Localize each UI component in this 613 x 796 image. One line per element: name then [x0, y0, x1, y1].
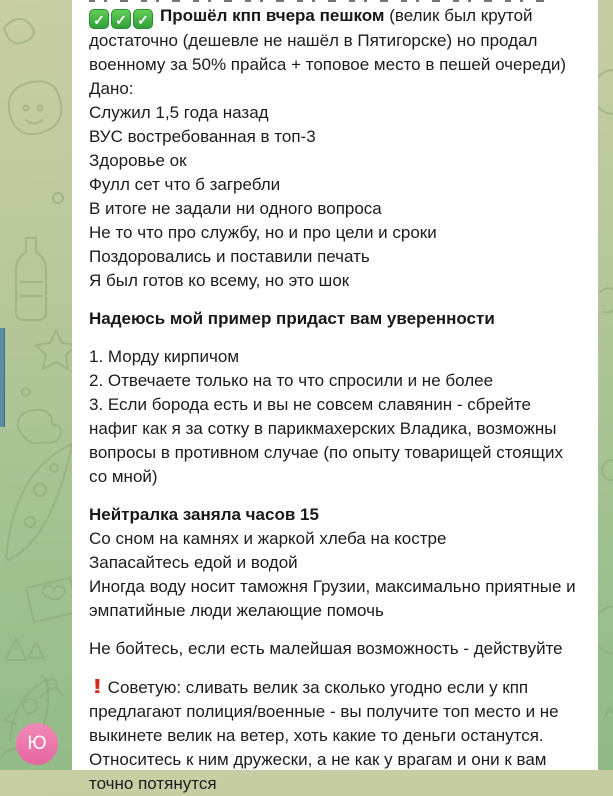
message-line: Фулл сет что б загребли	[89, 175, 281, 194]
check-emoji-row	[89, 6, 155, 28]
hope-heading: Надеюсь мой пример придаст вам уверенности	[89, 309, 495, 328]
message-line: Я был готов ко всему, но это шок	[89, 271, 350, 290]
bottle-doodle	[16, 238, 46, 320]
message-line: 3. Если борода есть и вы не совсем славянин - сбрейте нафиг как я за сотку в парикмахерских Владика, возможны вопросы в противном случае (по опыту товарищей стоящих со мной)	[89, 395, 563, 486]
message-line: Запасайтесь едой и водой	[89, 553, 298, 572]
crystal-doodle	[6, 638, 44, 660]
message-line: Иногда воду носит таможня Грузии, максимально приятные и эмпатийные люди желающие помочь	[89, 577, 576, 620]
check-emoji: ✓	[111, 9, 131, 29]
leaf-doodle	[6, 444, 72, 560]
message-line: Здоровье ок	[89, 151, 187, 170]
message-line: 1. Морду кирпичом	[89, 347, 240, 366]
neutral-zone-heading: Нейтралка заняла часов 15	[89, 505, 319, 524]
small-circle-doodle	[22, 388, 30, 396]
avatar-initial: Ю	[27, 733, 47, 754]
exclamation-emoji: !	[92, 676, 103, 698]
message-bubble[interactable]	[72, 0, 598, 793]
advice-lines	[89, 345, 583, 489]
envelope-heart-doodle	[26, 578, 78, 622]
paragraph-advice-list	[89, 345, 583, 489]
message-text	[89, 4, 583, 796]
dot-doodle	[53, 193, 63, 203]
message-line: Не то что про службу, но и про цели и сроки	[89, 223, 437, 242]
squiggle-doodle	[4, 19, 34, 44]
message-line: ВУС востребованная в топ-3	[89, 127, 316, 146]
message-line: Служил 1,5 года назад	[89, 103, 269, 122]
check-emoji: ✓	[133, 9, 153, 29]
paragraph-encouragement	[89, 637, 583, 661]
neutral-zone-lines	[89, 527, 583, 623]
encouragement-text: Не бойтесь, если есть малейшая возможность - действуйте	[89, 639, 563, 658]
message-line: В итоге не задали ни одного вопроса	[89, 199, 382, 218]
paragraph-neutral-zone	[89, 503, 583, 623]
star-doodle	[36, 330, 76, 369]
message-line: 2. Отвечаете только на то что спросили и не более	[89, 371, 494, 390]
intro-rest-text: (велик был крутой достаточно (дешевле не нашёл в Пятигорске) но продал военному за 50% прайса + топовое место в пешей очереди)	[89, 6, 567, 74]
paragraph-intro	[89, 4, 583, 293]
mushroom-doodle	[18, 410, 61, 444]
paragraph-final-advice	[89, 675, 583, 796]
check-emoji: ✓	[89, 9, 109, 29]
sender-avatar[interactable]	[16, 723, 58, 765]
message-line: Поздоровались и поставили печать	[89, 247, 370, 266]
paragraph-hope	[89, 307, 583, 331]
fried-egg-doodle	[9, 81, 62, 134]
final-advice-text: Советую: сливать велик за сколько угодно если у кпп предлагают полиция/военные - вы получите топ место и не выкинете велик на ветер, хоть какие то деньги останутся. Относитесь к ним дружески, а не как у врагам и они к вам точно потянутся	[89, 678, 559, 793]
intro-lines	[89, 77, 583, 293]
previous-line-cutoff	[89, 0, 557, 2]
intro-bold-text: Прошёл кпп вчера пешком	[160, 6, 385, 25]
message-line: Дано:	[89, 79, 134, 98]
window-edge-strip	[0, 328, 5, 427]
message-line: Со сном на камнях и жаркой хлеба на костре	[89, 529, 447, 548]
